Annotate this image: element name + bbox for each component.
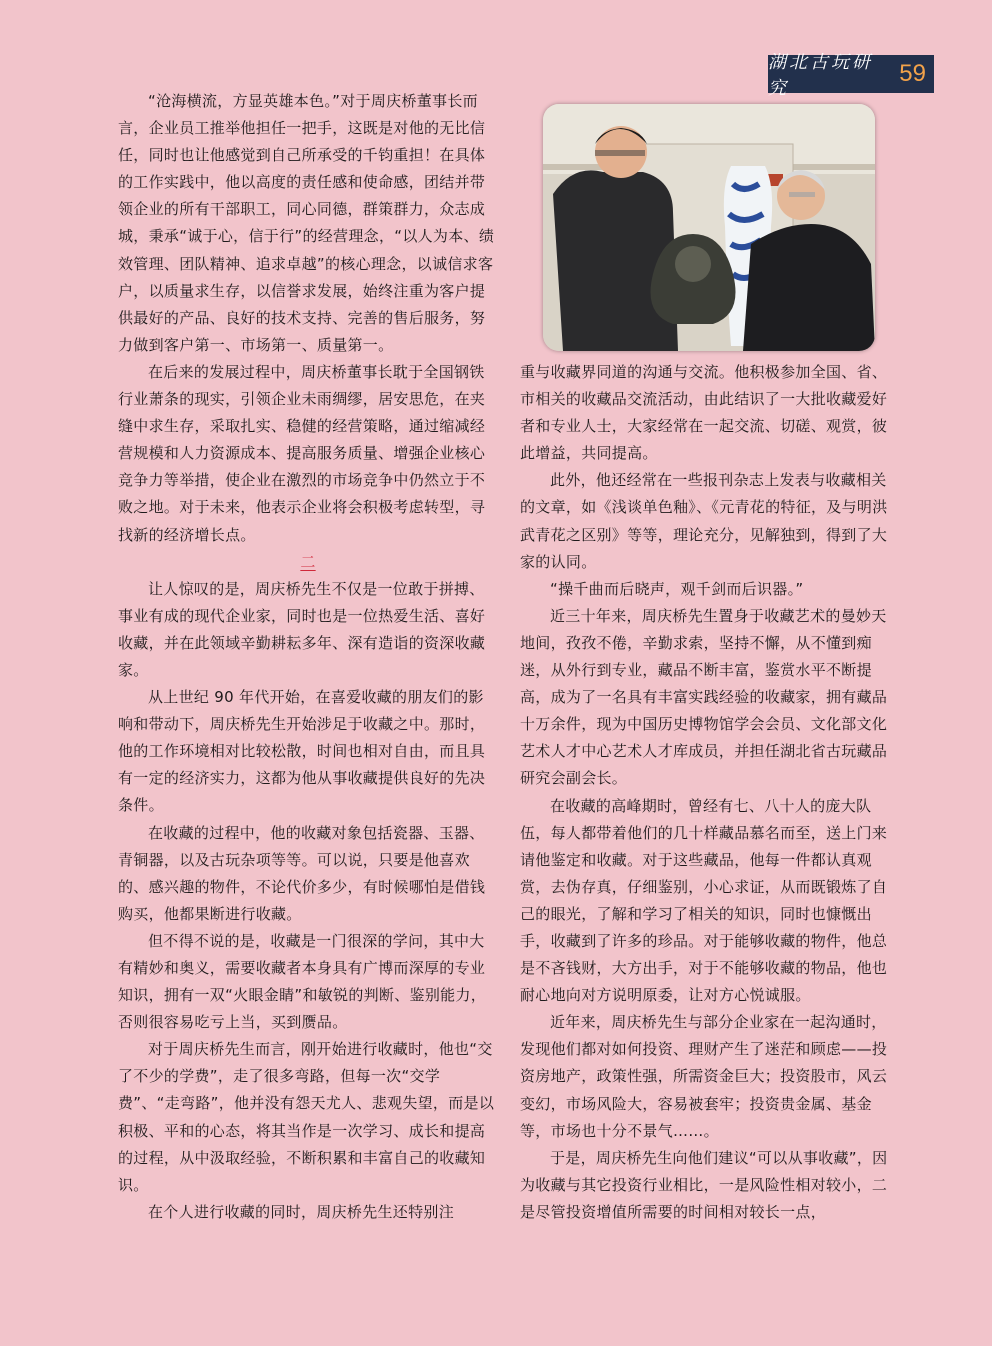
- right-text-column: [520, 359, 900, 1226]
- magazine-header-badge: [768, 52, 934, 99]
- paragraph: 从上世纪 90 年代开始，在喜爱收藏的朋友们的影响和带动下，周庆桥先生开始涉足于收藏之中。那时，他的工作环境相对比较松散，时间也相对自由，而且具有一定的经济实力，这都为他从事收藏提供良好的先决条件。: [118, 688, 486, 815]
- section-marker: 二: [300, 552, 316, 571]
- paragraph: 让人惊叹的是，周庆桥先生不仅是一位敢于拼搏、事业有成的现代企业家，同时也是一位热爱生活、喜好收藏，并在此领域辛勤耕耘多年、深有造诣的资深收藏家。: [118, 579, 486, 679]
- paragraph: 近年来，周庆桥先生与部分企业家在一起沟通时，发现他们都对如何投资、理财产生了迷茫和顾虑——投资房地产，政策性强，所需资金巨大；投资股市，风云变幻，市场风险大，容易被套牢；投资贵金属、基金等，市场也十分不景气……。: [520, 1013, 888, 1140]
- paragraph: 对于周庆桥先生而言，刚开始进行收藏时，他也“交了不少的学费”，走了很多弯路，但每一次“交学费”、“走弯路”，他并没有怨天尤人、悲观失望，而是以积极、平和的心态，将其当作是一次学习、成长和提高的过程，从中汲取经验，不断积累和丰富自己的收藏知识。: [118, 1040, 495, 1194]
- left-text-column: [118, 88, 498, 1226]
- paragraph: “操千曲而后晓声，观千剑而后识器。”: [550, 579, 804, 598]
- paragraph: 在个人进行收藏的同时，周庆桥先生还特别注: [148, 1202, 455, 1221]
- paragraph: 在收藏的过程中，他的收藏对象包括瓷器、玉器、青铜器，以及古玩杂项等等。可以说，只要是他喜欢的、感兴趣的物件，不论代价多少，有时候哪怕是借钱购买，他都果断进行收藏。: [118, 823, 486, 923]
- paragraph: 但不得不说的是，收藏是一门很深的学问，其中大有精妙和奥义，需要收藏者本身具有广博而深厚的专业知识，拥有一双“火眼金睛”和敏锐的判断、鉴别能力，否则很容易吃亏上当，买到赝品。: [118, 931, 487, 1032]
- collector-photo: [543, 104, 875, 351]
- paragraph: 在后来的发展过程中，周庆桥董事长耽于全国钢铁行业萧条的现实，引领企业未雨绸缪，居安思危，在夹缝中求生存，采取扎实、稳健的经营策略，通过缩减经营规模和人力资源成本、提高服务质量、增强企业核心竞争力等举措，使企业在激烈的市场竞争中仍然立于不败之地。对于未来，他表示企业将会积极考虑转型，寻找新的经济增长点。: [118, 362, 486, 544]
- page-number: 59: [899, 60, 926, 87]
- paragraph: 重与收藏界同道的沟通与交流。他积极参加全国、省、市相关的收藏品交流活动，由此结识了一大批收藏爱好者和专业人士，大家经常在一起交流、切磋、观赏，彼此增益，共同提高。: [520, 363, 888, 463]
- magazine-title: 湖北古玩研究: [768, 52, 873, 99]
- paragraph: “沧海横流，方显英雄本色。”对于周庆桥董事长而言，企业员工推举他担任一把手，这既是对他的无比信任，同时也让他感觉到自己所承受的千钧重担！在具体的工作实践中，他以高度的责任感和使命感，团结并带领企业的所有干部职工，同心同德，群策群力，众志成城，秉承“诚于心，信于行”的经营理念，“以人为本、绩效管理、团队精神、追求卓越”的核心理念，以诚信求客户，以质量求生存，以信誉求发展，始终注重为客户提供最好的产品、良好的技术支持、完善的售后服务，努力做到客户第一、市场第一、质量第一。: [118, 92, 495, 354]
- paragraph: 近三十年来，周庆桥先生置身于收藏艺术的曼妙天地间，孜孜不倦，辛勤求索，坚持不懈，从不懂到痴迷，从外行到专业，藏品不断丰富，鉴赏水平不断提高，成为了一名具有丰富实践经验的收藏家，拥有藏品十万余件，现为中国历史博物馆学会会员、文化部文化艺术人才中心艺术人才库成员，并担任湖北省古玩藏品研究会副会长。: [520, 606, 888, 788]
- paragraph: 于是，周庆桥先生向他们建议“可以从事收藏”，因为收藏与其它投资行业相比，一是风险性相对较小，二是尽管投资增值所需要的时间相对较长一点，: [520, 1148, 888, 1221]
- paragraph: 此外，他还经常在一些报刊杂志上发表与收藏相关的文章，如《浅谈单色釉》、《元青花的特征，及与明洪武青花之区别》等等，理论充分，见解独到，得到了大家的认同。: [520, 471, 888, 571]
- paragraph: 在收藏的高峰期时，曾经有七、八十人的庞大队伍，每人都带着他们的几十样藏品慕名而至，送上门来请他鉴定和收藏。对于这些藏品，他每一件都认真观赏，去伪存真，仔细鉴别，小心求证，从而既锻炼了自己的眼光，了解和学习了相关的知识，同时也慷慨出手，收藏到了许多的珍品。对于能够收藏的物件，他总是不吝钱财，大方出手，对于不能够收藏的物品，他也耐心地向对方说明原委，让对方心悦诚服。: [520, 796, 888, 1005]
